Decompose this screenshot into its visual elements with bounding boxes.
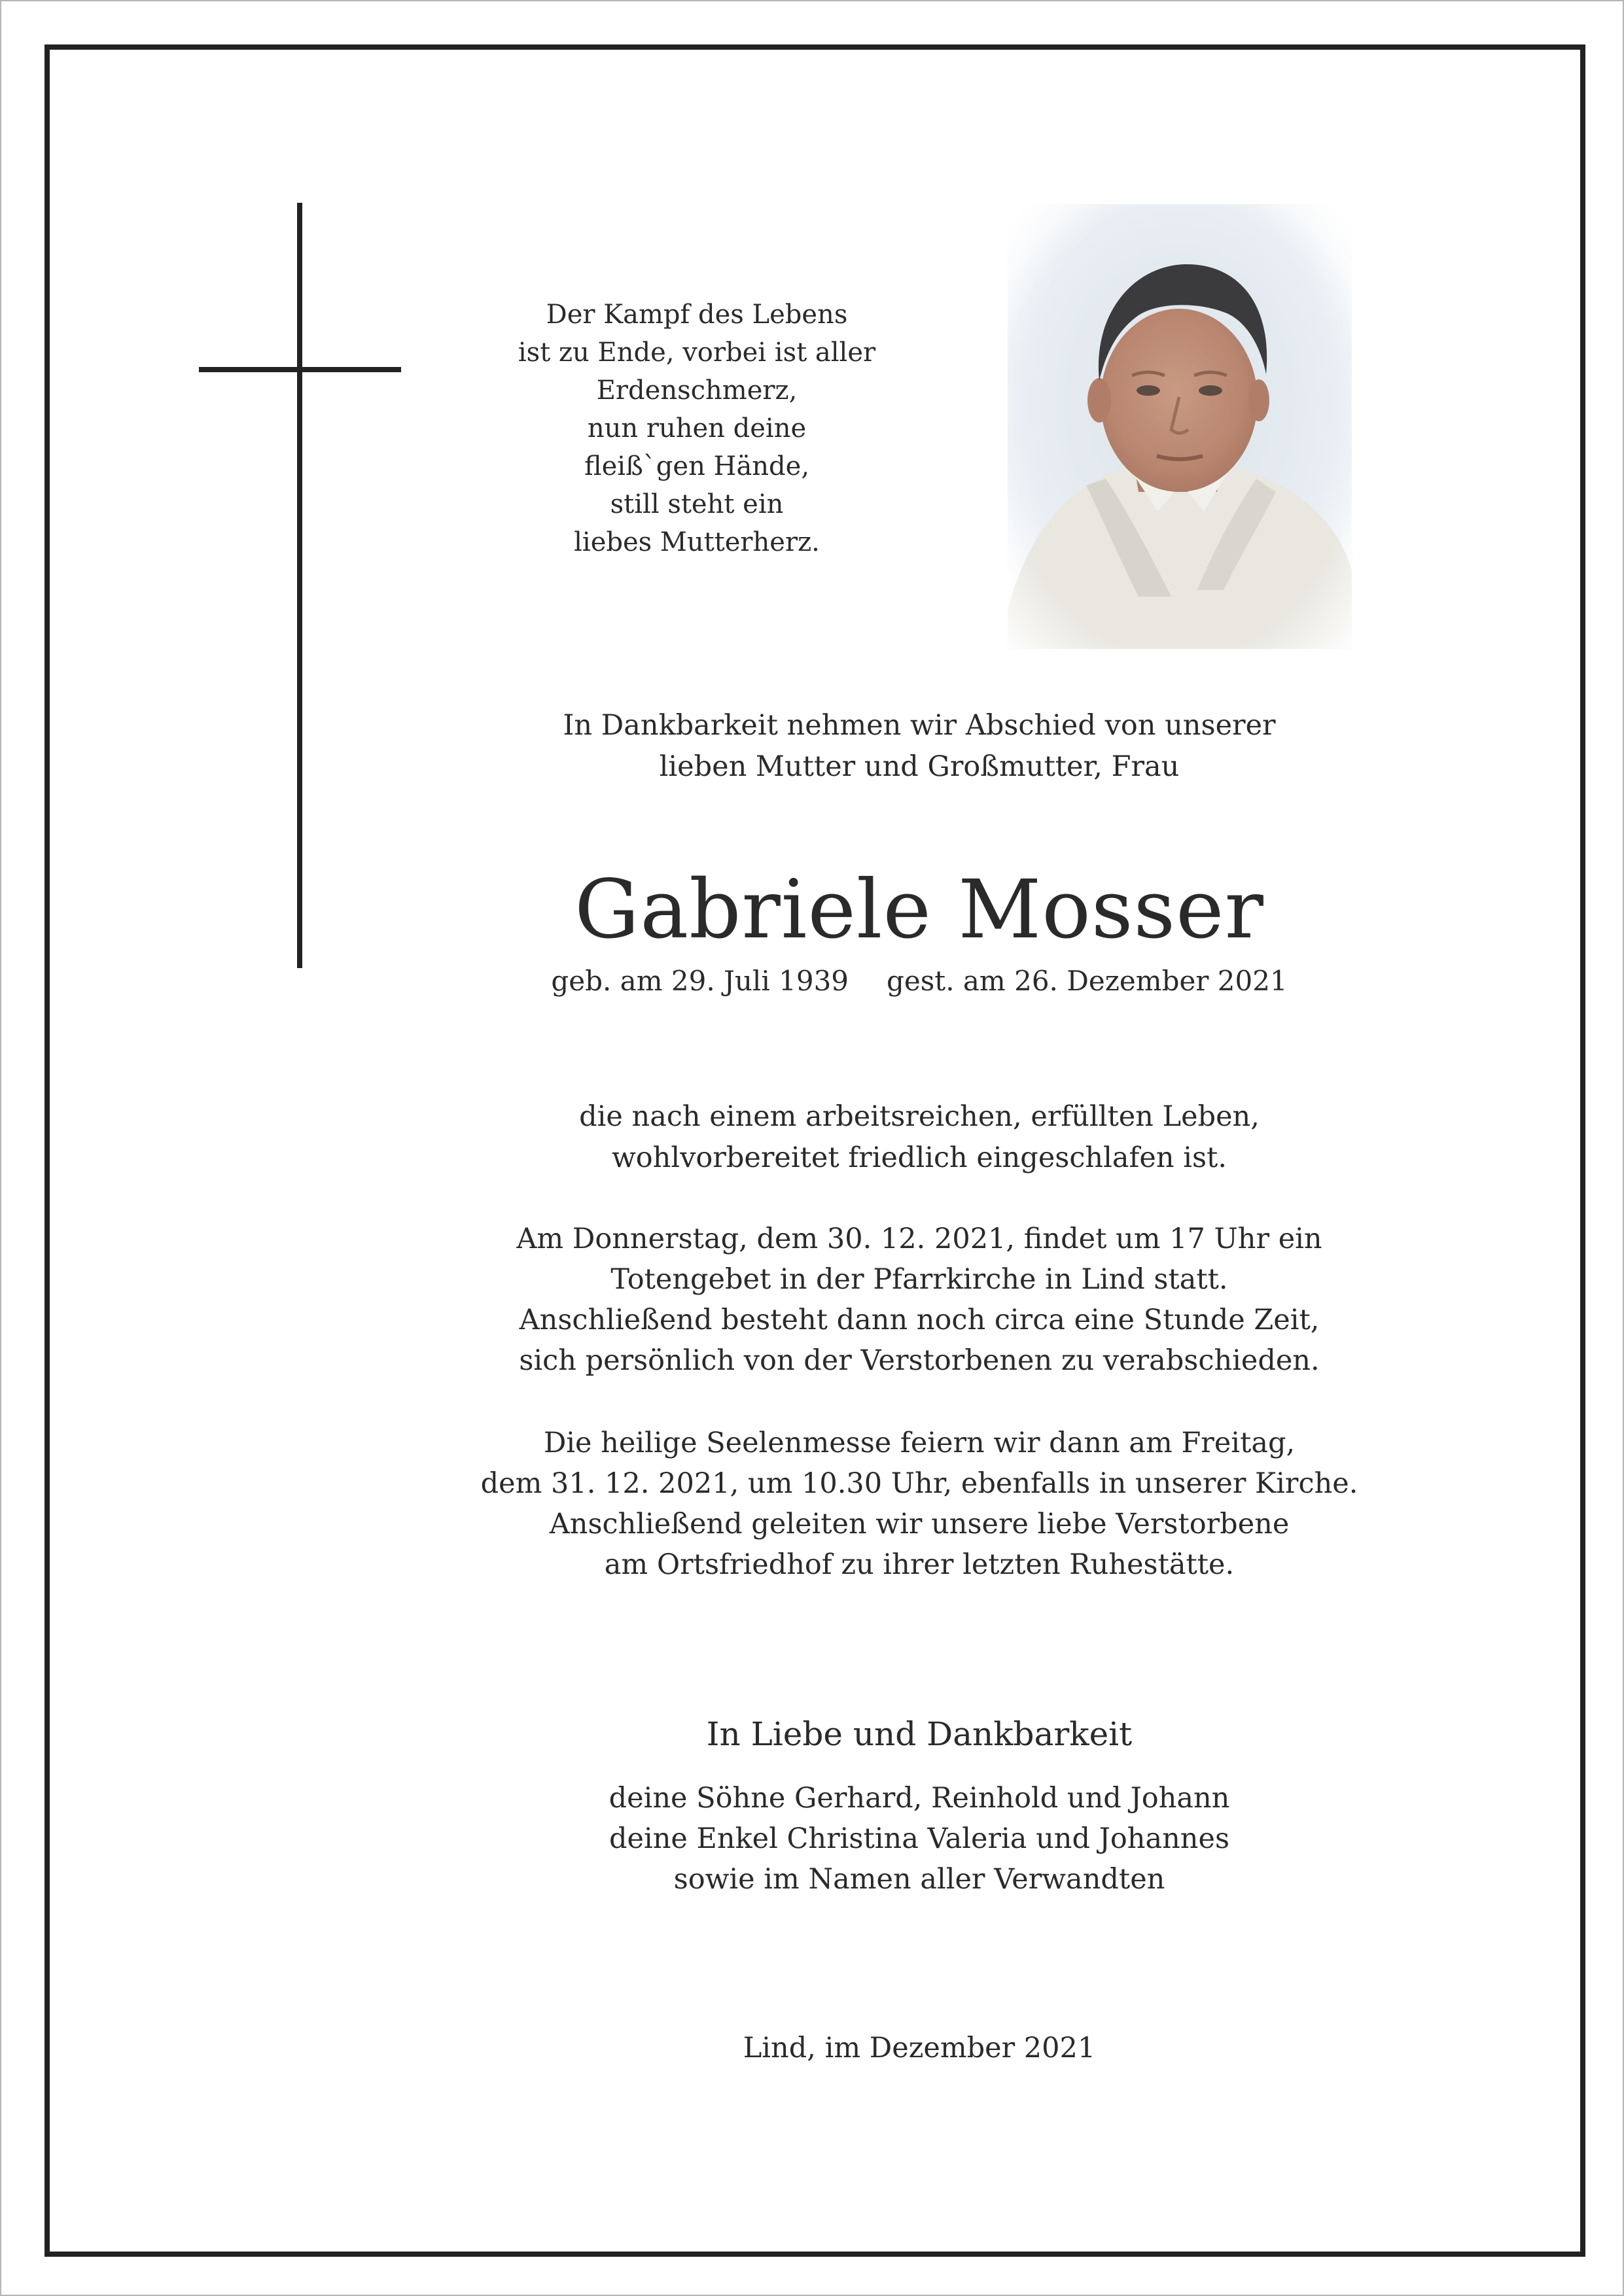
poem-line: Erdenschmerz, (596, 375, 798, 406)
paragraph-line: Totengebet in der Pfarrkirche in Lind statt. (610, 1263, 1228, 1296)
poem-line: nun ruhen deine (587, 413, 807, 444)
paragraph-line: Am Donnerstag, dem 30. 12. 2021, findet um 17 Uhr ein (516, 1223, 1322, 1255)
poem-line: liebes Mutterherz. (574, 527, 820, 557)
poem-line: ist zu Ende, vorbei ist aller (518, 338, 876, 368)
paragraph-line: am Ortsfriedhof zu ihrer letzten Ruhestätte. (604, 1548, 1235, 1581)
birth-date: geb. am 29. Juli 1939 (551, 965, 849, 997)
paragraph-requiem-mass (393, 1423, 1446, 1585)
death-date: gest. am 26. Dezember 2021 (887, 965, 1288, 997)
intro-line: lieben Mutter und Großmutter, Frau (659, 750, 1180, 783)
paragraph-line: Die heilige Seelenmesse feiern wir dann am Freitag, (543, 1427, 1296, 1459)
intro-text (393, 705, 1446, 788)
closing-phrase: In Liebe und Dankbarkeit (706, 1715, 1133, 1753)
cross-horizontal-bar (199, 367, 401, 372)
poem-line: still steht ein (610, 489, 784, 519)
family-line: sowie im Namen aller Verwandten (673, 1863, 1165, 1896)
family-line: deine Söhne Gerhard, Reinhold und Johann (609, 1782, 1230, 1815)
paragraph-line: sich persönlich von der Verstorbenen zu verabschieden. (519, 1344, 1320, 1377)
place-and-date: Lind, im Dezember 2021 (743, 2032, 1096, 2064)
life-dates (393, 962, 1446, 1001)
paragraph-line: Anschließend geleiten wir unsere liebe Verstorbene (549, 1508, 1290, 1540)
poem-line: Der Kampf des Lebens (546, 300, 848, 330)
paragraph-line: dem 31. 12. 2021, um 10.30 Uhr, ebenfalls in unserer Kirche. (480, 1467, 1358, 1500)
paragraph-line: Anschließend besteht dann noch circa eine Stunde Zeit, (519, 1304, 1320, 1336)
paragraph-passing (393, 1096, 1446, 1179)
cross-vertical-bar (297, 203, 302, 968)
deceased-name: Gabriele Mosser (574, 863, 1264, 957)
paragraph-line: die nach einem arbeitsreichen, erfüllten Leben, (579, 1100, 1260, 1133)
poem (497, 296, 896, 561)
family-line: deine Enkel Christina Valeria und Johannes (609, 1822, 1230, 1855)
paragraph-prayer-service (393, 1219, 1446, 1381)
paragraph-line: wohlvorbereitet friedlich eingeschlafen ist. (611, 1141, 1227, 1174)
family-signatures (393, 1778, 1446, 1900)
poem-line: fleiß`gen Hände, (584, 451, 810, 481)
portrait-photo (1008, 204, 1352, 649)
intro-line: In Dankbarkeit nehmen wir Abschied von unserer (563, 709, 1276, 742)
